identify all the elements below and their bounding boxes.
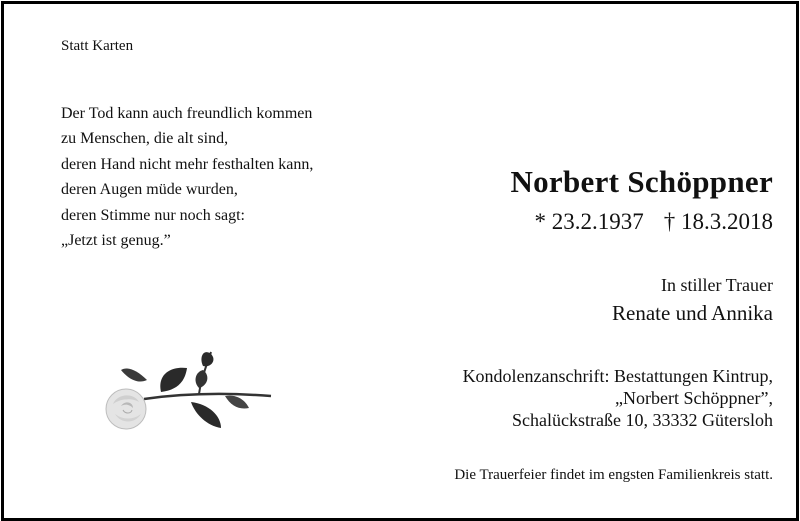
rose-icon xyxy=(99,344,274,444)
poem xyxy=(61,101,313,253)
death-date: † 18.3.2018 xyxy=(663,209,773,234)
poem-line: „Jetzt ist genug.” xyxy=(61,232,171,250)
poem-line: deren Hand nicht mehr festhalten kann, xyxy=(61,155,314,173)
poem-line: Der Tod kann auch freundlich kommen xyxy=(61,105,313,122)
poem-line: deren Stimme nur noch sagt: xyxy=(61,206,245,224)
life-dates xyxy=(535,209,774,235)
poem-line: deren Augen müde wurden, xyxy=(61,181,238,199)
obituary-card xyxy=(1,1,799,521)
condolence-line: Kondolenzanschrift: Bestattungen Kintrup, xyxy=(462,366,773,386)
mourning-line: In stiller Trauer xyxy=(661,275,773,295)
deceased-name: Norbert Schöppner xyxy=(510,164,773,199)
condolence-line: Schalückstraße 10, 33332 Gütersloh xyxy=(512,410,773,430)
header-text: Statt Karten xyxy=(61,38,134,54)
birth-date: * 23.2.1937 xyxy=(534,209,644,234)
condolence-address xyxy=(463,365,773,431)
mourners-names: Renate und Annika xyxy=(612,301,773,325)
funeral-note: Die Trauerfeier findet im engsten Familienkreis statt. xyxy=(454,467,773,483)
poem-line: zu Menschen, die alt sind, xyxy=(61,130,229,148)
condolence-line: „Norbert Schöppner”, xyxy=(615,388,773,408)
